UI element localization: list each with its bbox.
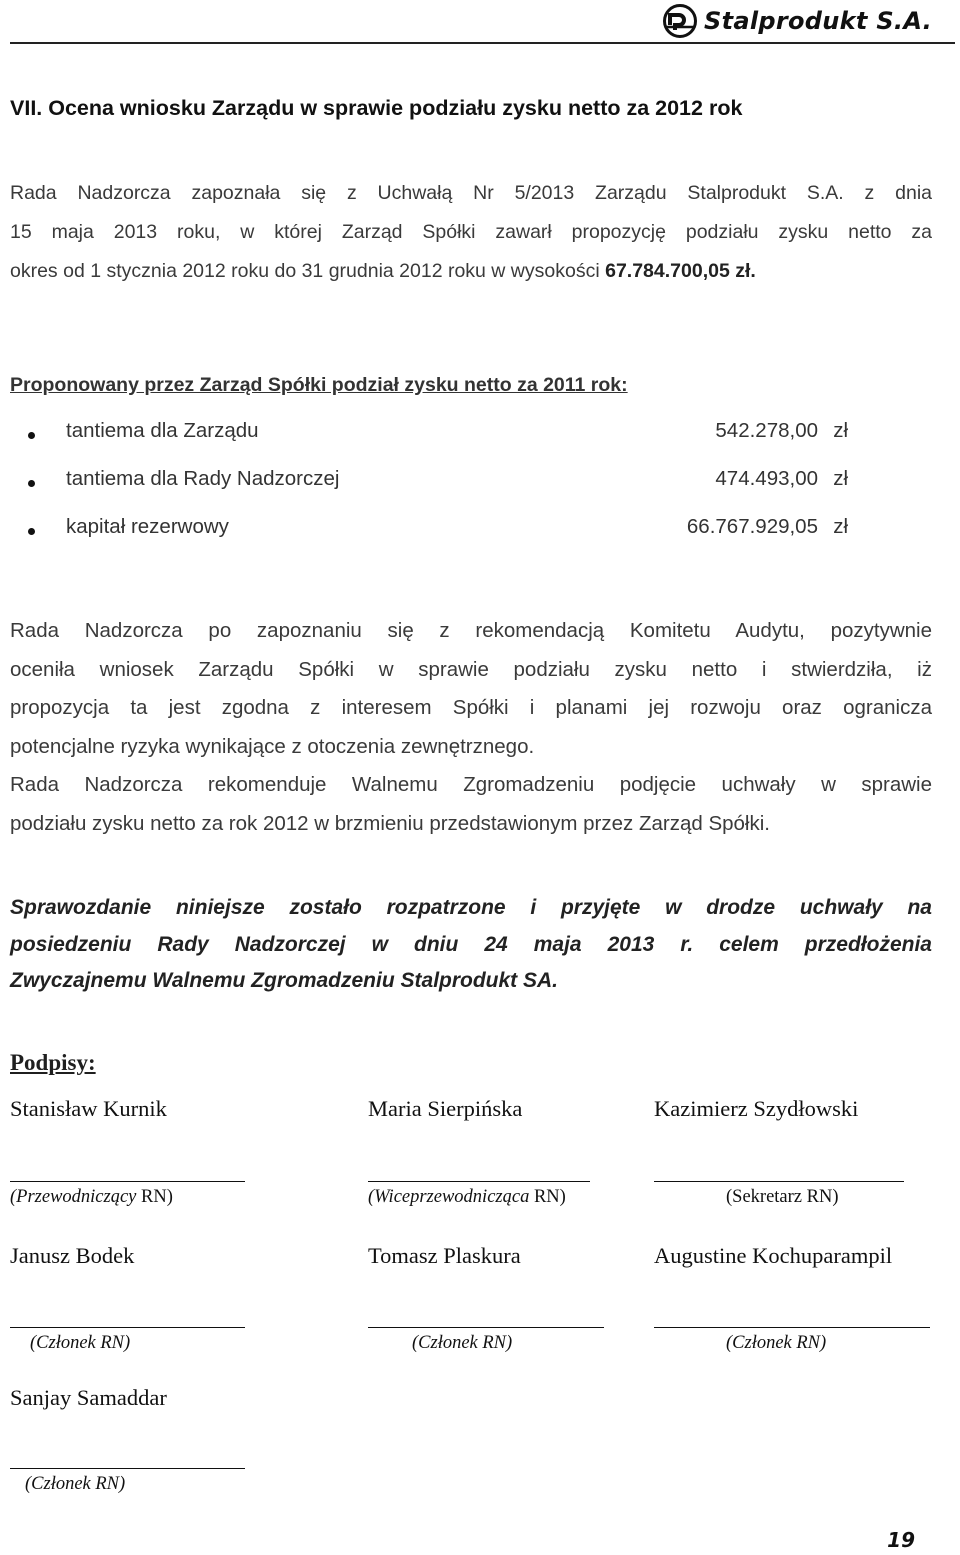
signatory-role (30, 1333, 130, 1354)
role-rest: RN) (136, 1187, 173, 1207)
signatory-name: Augustine Kochuparampil (654, 1243, 893, 1268)
recommendation-line: podziału zysku netto za rok 2012 w brzmieniu przedstawionym przez Zarząd Spółki. (10, 811, 770, 835)
item-amount: 474.493,00 (715, 467, 818, 490)
conclusion-line: Zwyczajnemu Walnemu Zgromadzeniu Stalprodukt SA. (10, 969, 559, 992)
intro-line: 15 maja 2013 roku, w której Zarząd Spółki zawarł propozycję podziału zysku netto za (10, 221, 932, 243)
bullet-icon (28, 480, 35, 487)
item-currency: zł (833, 419, 848, 442)
logo-text: Stalprodukt S.A. (704, 7, 933, 35)
intro-paragraph (10, 174, 932, 291)
signatory-role (726, 1333, 826, 1354)
item-currency: zł (833, 515, 848, 538)
signatory-name: Janusz Bodek (10, 1243, 135, 1268)
signatory-name: Maria Sierpińska (368, 1096, 523, 1121)
signatory-role (726, 1187, 839, 1208)
signatory-name: Kazimierz Szydłowski (654, 1096, 859, 1121)
item-label: kapitał rezerwowy (66, 515, 229, 538)
proposal-heading: Proponowany przez Zarząd Spółki podział zysku netto za 2011 rok: (10, 374, 628, 396)
assessment-line: potencjalne ryzyka wynikające z otoczenia zewnętrznego. (10, 734, 535, 758)
page-number: 19 (887, 1528, 915, 1552)
bullet-icon (28, 432, 35, 439)
signatory-role (25, 1474, 125, 1495)
role-italic: (Członek RN) (25, 1474, 126, 1494)
assessment-line: Rada Nadzorcza po zapoznaniu się z rekomendacją Komitetu Audytu, pozytywnie (10, 619, 932, 642)
intro-line: Rada Nadzorcza zapoznała się z Uchwałą Nr 5/2013 Zarządu Stalprodukt S.A. z dnia (10, 182, 932, 204)
role-italic: (Członek RN) (30, 1333, 131, 1353)
signatory-name: Tomasz Plaskura (368, 1243, 521, 1268)
signature-line (10, 1327, 245, 1328)
signatory-role (368, 1187, 566, 1208)
section-title: VII. Ocena wniosku Zarządu w sprawie podziału zysku netto za 2012 rok (10, 96, 743, 120)
item-label: tantiema dla Zarządu (66, 419, 259, 442)
company-logo (662, 2, 932, 40)
role-italic: (Członek RN) (726, 1333, 827, 1353)
header-rule (10, 42, 955, 44)
conclusion-line: posiedzeniu Rady Nadzorczej w dniu 24 maja 2013 r. celem przedłożenia (10, 932, 932, 956)
assessment-paragraph (10, 612, 932, 843)
list-item (28, 467, 848, 497)
signatory-name: Sanjay Samaddar (10, 1385, 167, 1410)
conclusion-paragraph (10, 890, 932, 1000)
role-italic: (Wiceprzewodnicząca (368, 1187, 530, 1207)
stalprodukt-logo-icon (662, 3, 698, 39)
assessment-line: propozycja ta jest zgodna z interesem Spółki i planami jej rozwoju oraz ogranicza (10, 696, 932, 719)
bullet-icon (28, 528, 35, 535)
role-italic: (Członek RN) (412, 1333, 513, 1353)
signatures-title: Podpisy: (10, 1050, 96, 1075)
signature-line (654, 1327, 930, 1328)
item-amount: 542.278,00 (715, 419, 818, 442)
list-item (28, 515, 848, 545)
role-rest: RN) (529, 1187, 566, 1207)
intro-line (10, 252, 932, 291)
list-item (28, 419, 848, 449)
signatory-name: Stanisław Kurnik (10, 1096, 167, 1121)
role-rest: (Sekretarz RN) (726, 1187, 839, 1207)
item-currency: zł (833, 467, 848, 490)
intro-amount: 67.784.700,05 zł. (605, 260, 756, 282)
signature-line (10, 1181, 245, 1182)
signature-line (654, 1181, 904, 1182)
item-label: tantiema dla Rady Nadzorczej (66, 467, 340, 490)
conclusion-line: Sprawozdanie niniejsze zostało rozpatrzone i przyjęte w drodze uchwały na (10, 896, 932, 919)
signatory-role (10, 1187, 173, 1208)
recommendation-line: Rada Nadzorcza rekomenduje Walnemu Zgromadzeniu podjęcie uchwały w sprawie (10, 773, 932, 796)
assessment-line: oceniła wniosek Zarządu Spółki w sprawie podziału zysku netto i stwierdziła, iż (10, 657, 932, 681)
signature-line (368, 1327, 604, 1328)
intro-line-text: okres od 1 stycznia 2012 roku do 31 grudnia 2012 roku w wysokości (10, 260, 600, 282)
item-amount: 66.767.929,05 (686, 515, 818, 538)
signature-line (10, 1468, 245, 1469)
signatory-role (412, 1333, 512, 1354)
signature-line (368, 1181, 590, 1182)
role-italic: (Przewodniczący (10, 1187, 137, 1207)
